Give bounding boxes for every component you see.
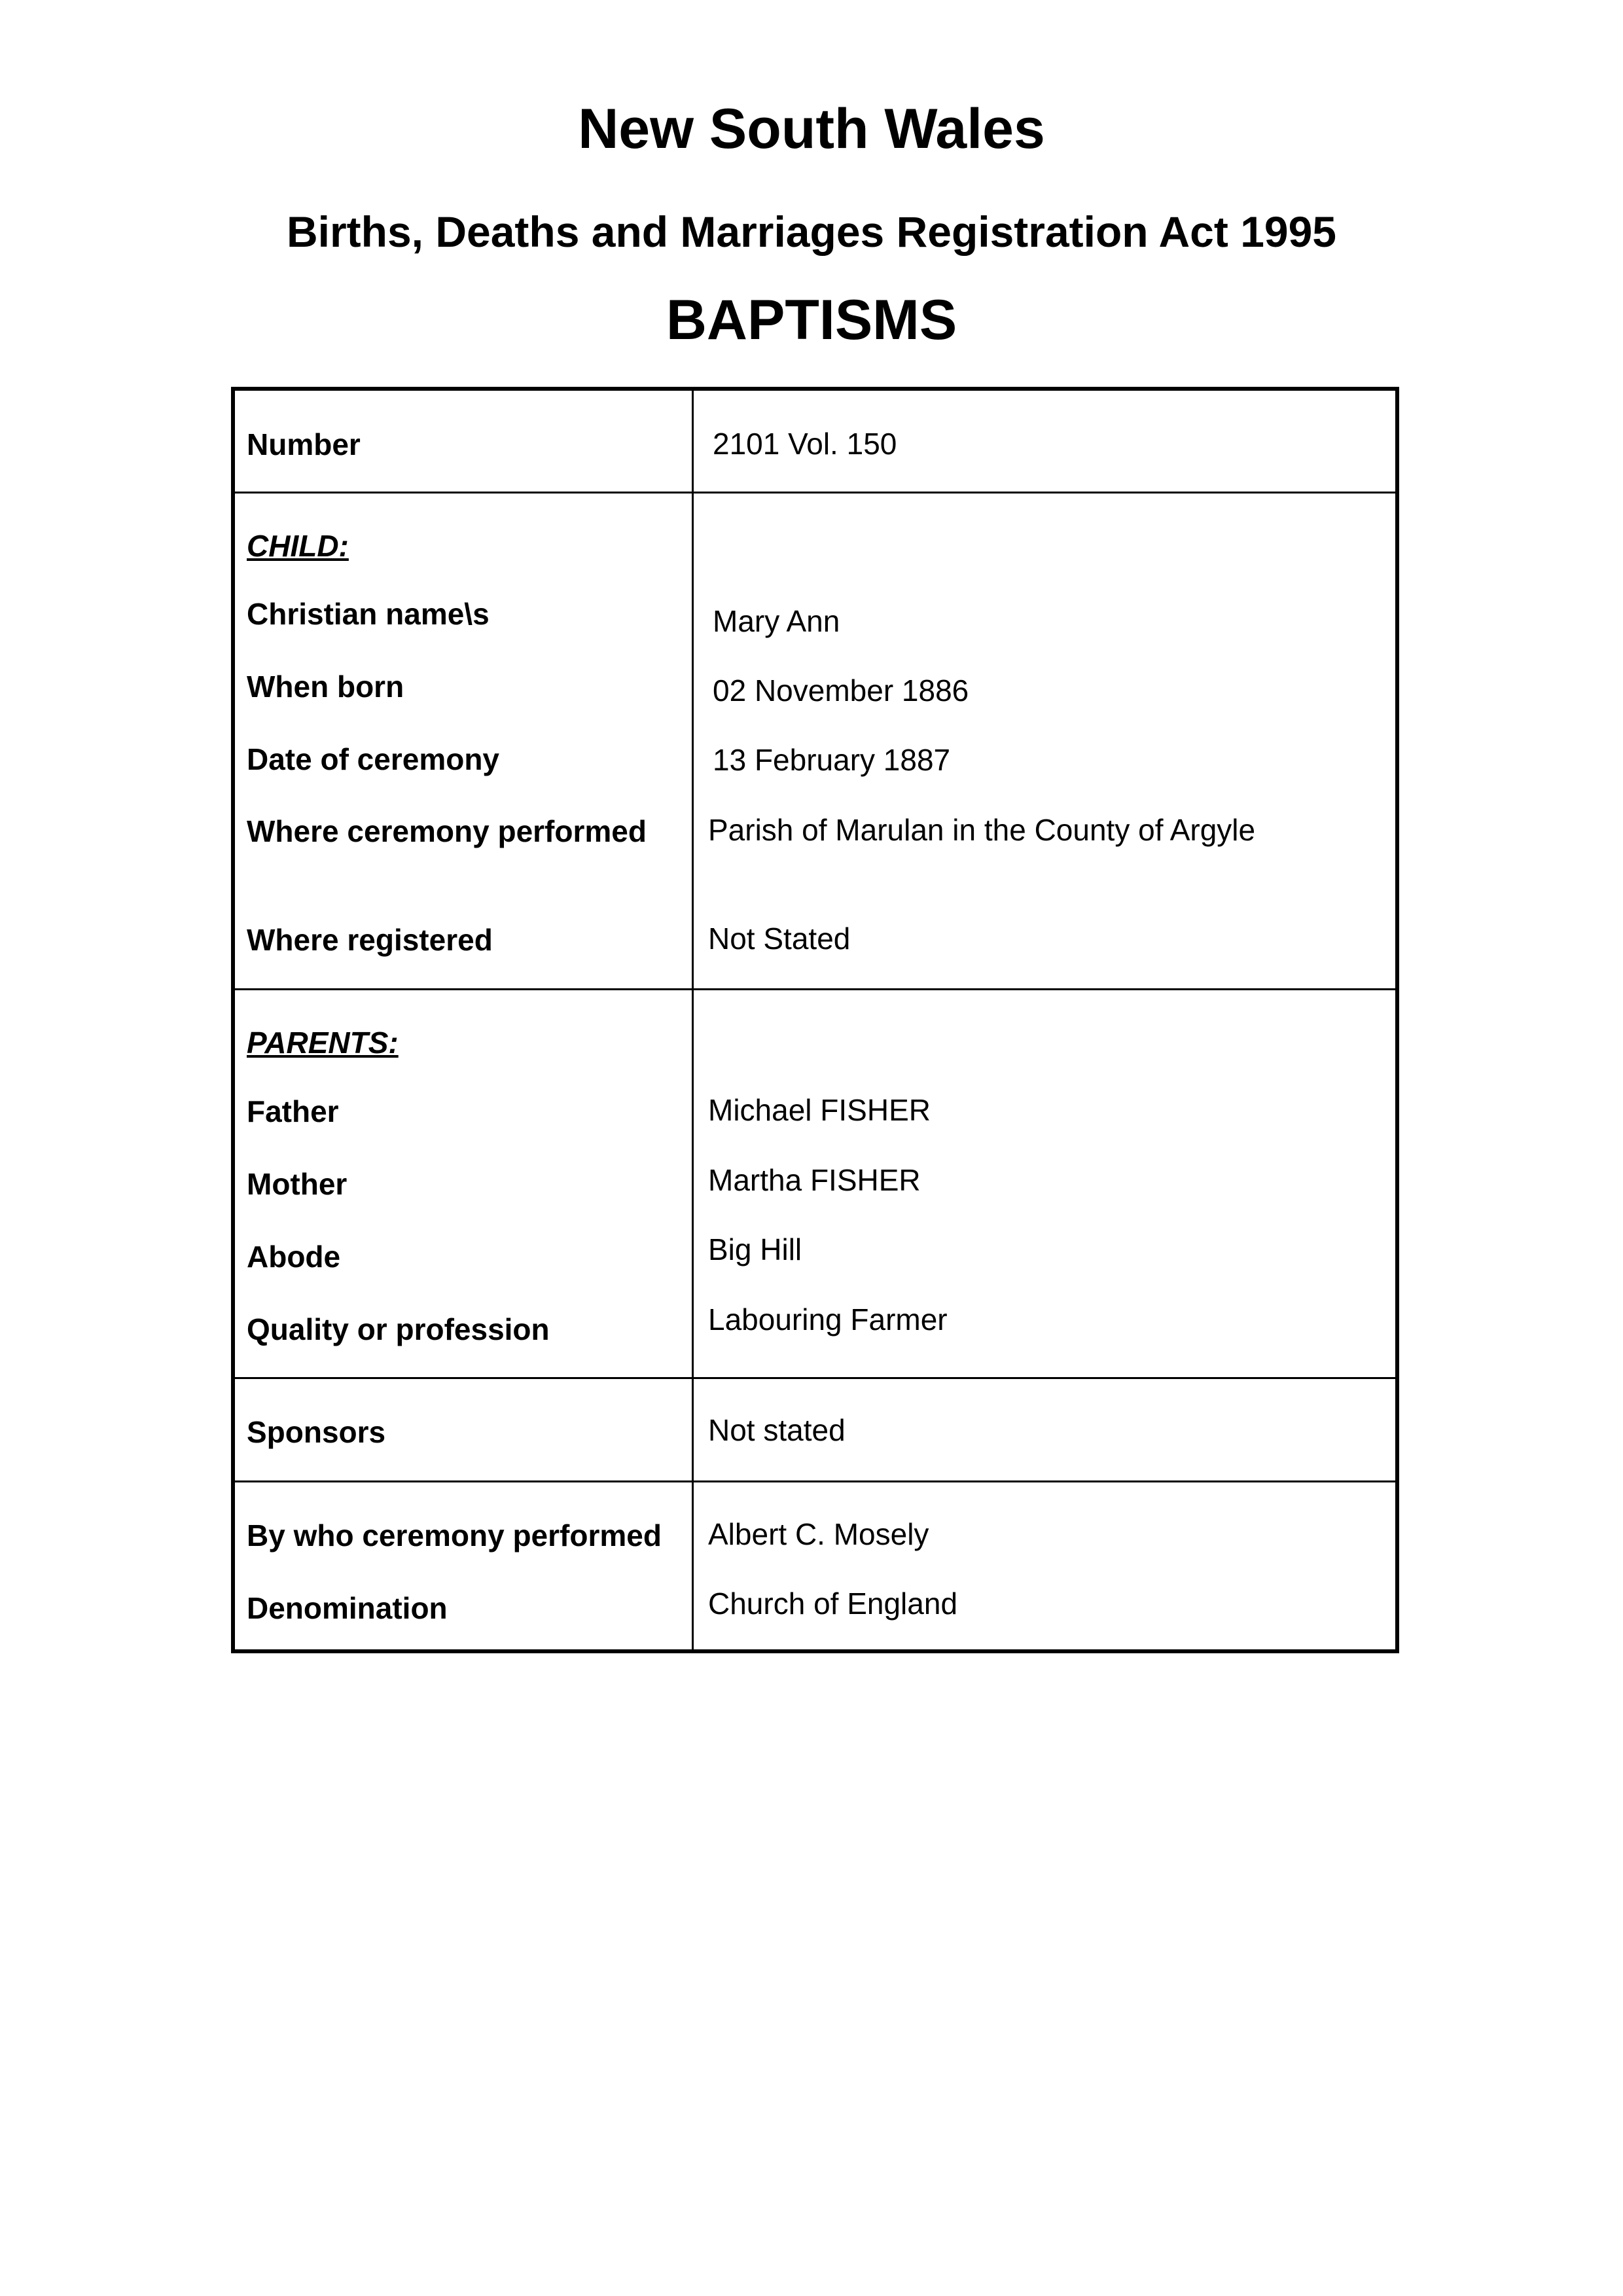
denomination-label: Denomination: [247, 1591, 448, 1625]
christian-names-value: Mary Ann: [713, 604, 840, 638]
where-registered-value: Not Stated: [708, 922, 851, 956]
number-value: 2101 Vol. 150: [713, 427, 897, 461]
performed-by-value: Albert C. Mosely: [708, 1517, 929, 1551]
christian-names-label: Christian name\s: [247, 597, 490, 631]
sponsors-label: Sponsors: [247, 1415, 386, 1449]
profession-value: Labouring Farmer: [708, 1302, 948, 1336]
row-divider: [231, 988, 1399, 990]
where-registered-label: Where registered: [247, 923, 493, 957]
father-value: Michael FISHER: [708, 1093, 931, 1127]
date-of-ceremony-value: 13 February 1887: [713, 743, 951, 777]
when-born-label: When born: [247, 670, 404, 704]
date-of-ceremony-label: Date of ceremony: [247, 742, 500, 776]
mother-label: Mother: [247, 1167, 348, 1201]
child-section-heading: CHILD:: [247, 529, 349, 563]
profession-label: Quality or profession: [247, 1312, 550, 1346]
abode-label: Abode: [247, 1240, 341, 1274]
record-table: [231, 387, 1399, 1653]
where-performed-label: Where ceremony performed: [247, 814, 647, 848]
act-subtitle: Births, Deaths and Marriages Registration Act 1995: [286, 207, 1337, 256]
performed-by-label: By who ceremony performed: [247, 1518, 662, 1552]
when-born-value: 02 November 1886: [713, 673, 969, 708]
mother-value: Martha FISHER: [708, 1163, 921, 1197]
state-title: New South Wales: [578, 98, 1045, 160]
number-label: Number: [247, 427, 361, 461]
where-performed-value: Parish of Marulan in the County of Argyle: [708, 813, 1256, 847]
record-type-heading: BAPTISMS: [666, 289, 957, 351]
column-divider: [692, 387, 694, 1653]
row-divider: [231, 492, 1399, 493]
denomination-value: Church of England: [708, 1587, 958, 1621]
father-label: Father: [247, 1094, 339, 1128]
abode-value: Big Hill: [708, 1232, 802, 1266]
parents-section-heading: PARENTS:: [247, 1026, 399, 1060]
sponsors-value: Not stated: [708, 1413, 846, 1447]
row-divider: [231, 1480, 1399, 1482]
row-divider: [231, 1377, 1399, 1379]
